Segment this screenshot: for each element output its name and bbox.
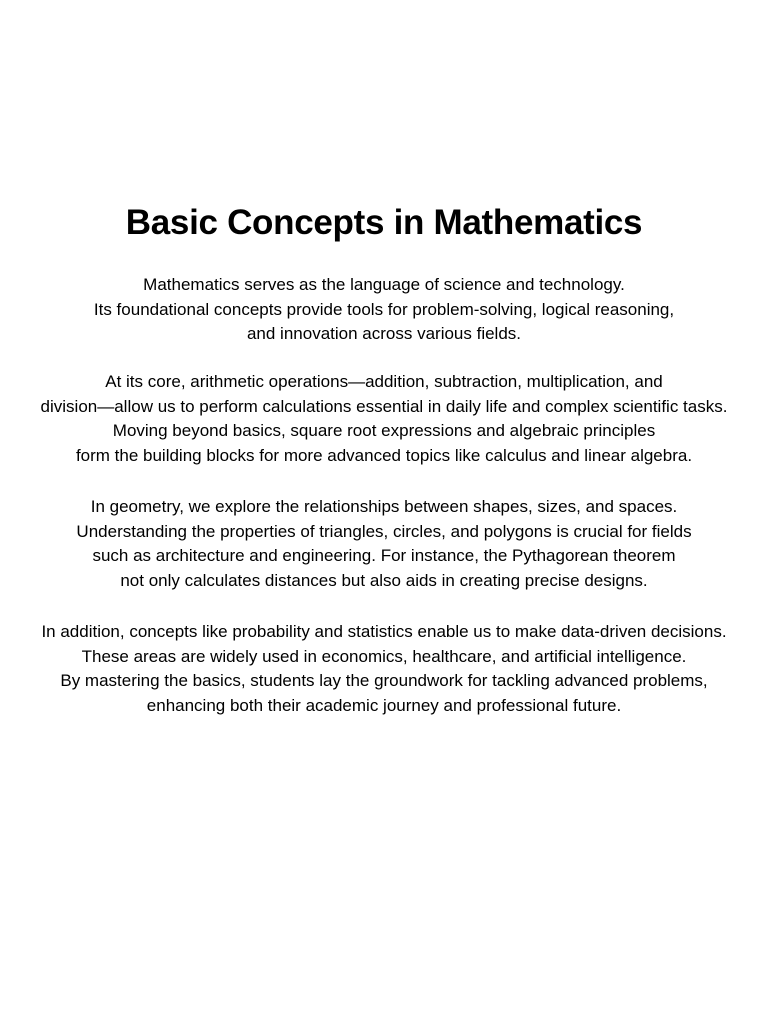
- paragraph-line: At its core, arithmetic operations—addition, subtraction, multiplication, and: [105, 372, 663, 391]
- paragraph-line: division—allow us to perform calculations essential in daily life and complex scientific tasks.: [40, 396, 728, 416]
- paragraph-intro: [0, 273, 768, 347]
- paragraph-line: and innovation across various fields.: [246, 324, 522, 343]
- paragraph-line: form the building blocks for more advanced topics like calculus and linear algebra.: [75, 445, 693, 465]
- paragraph-line: These areas are widely used in economics, healthcare, and artificial intelligence.: [81, 646, 687, 666]
- paragraph-probability-statistics: [0, 620, 768, 718]
- paragraph-arithmetic: [0, 370, 768, 468]
- paragraph-line: Mathematics serves as the language of science and technology.: [143, 275, 625, 294]
- paragraph-line: Moving beyond basics, square root expressions and algebraic principles: [112, 421, 656, 440]
- paragraph-line: such as architecture and engineering. For instance, the Pythagorean theorem: [92, 546, 676, 565]
- paragraph-line: By mastering the basics, students lay the groundwork for tackling advanced problems,: [60, 671, 708, 690]
- paragraph-line: In geometry, we explore the relationships between shapes, sizes, and spaces.: [90, 497, 678, 516]
- paragraph-geometry: [0, 495, 768, 593]
- paragraph-line: not only calculates distances but also aids in creating precise designs.: [120, 570, 648, 590]
- paragraph-line: Understanding the properties of triangles, circles, and polygons is crucial for fields: [76, 521, 692, 541]
- paragraph-line: Its foundational concepts provide tools for problem-solving, logical reasoning,: [93, 299, 675, 319]
- document-title: Basic Concepts in Mathematics: [125, 203, 643, 242]
- paragraph-line: enhancing both their academic journey and professional future.: [146, 695, 622, 715]
- paragraph-line: In addition, concepts like probability and statistics enable us to make data-driven decisions.: [41, 622, 727, 641]
